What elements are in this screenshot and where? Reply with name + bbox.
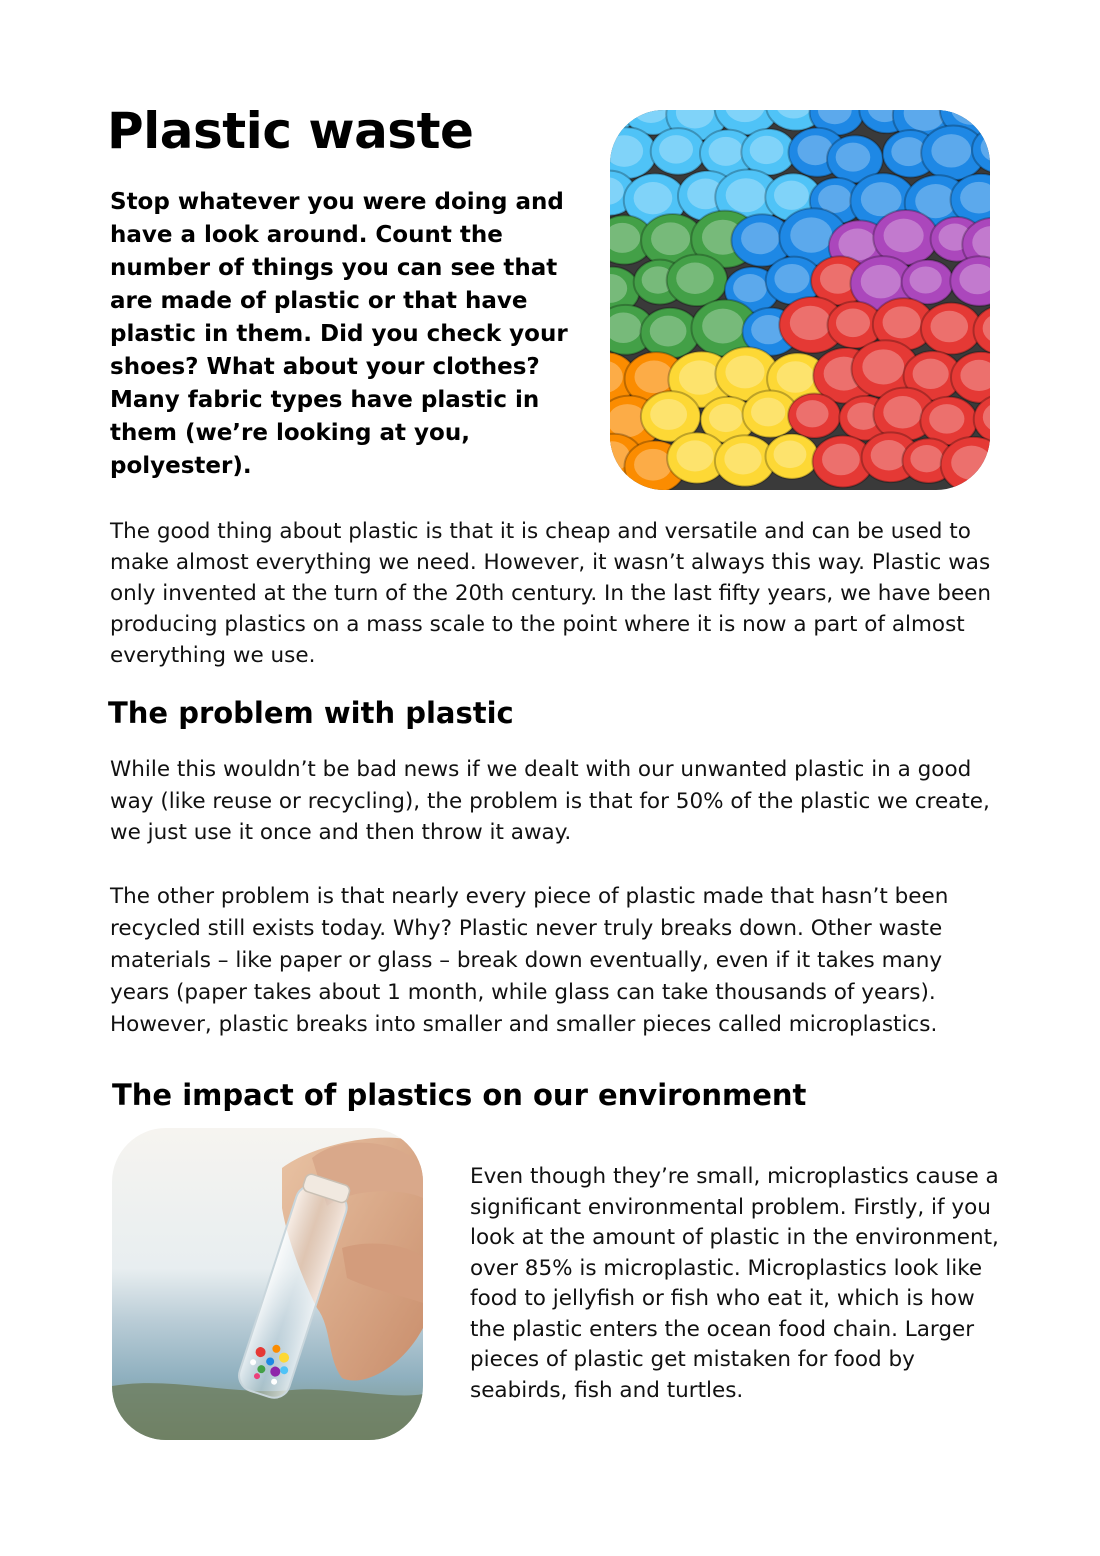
bottle-cap xyxy=(667,254,728,306)
problem-paragraph-2: The other problem is that nearly every piece of plastic made that hasn’t been recycled still exists today. Why? Plastic never truly breaks down. Other waste materials – like paper or glass – break down eventually, even if it takes many years (paper takes about 1 month, while glass can take thousands of years). However, plastic breaks into smaller and smaller pieces called microplastics. xyxy=(110,884,949,1037)
bottle-cap xyxy=(765,434,818,479)
intro-paragraph: The good thing about plastic is that it is cheap and versatile and can be used to make almost everything we need. However, it wasn’t always this way. Plastic was only invented at the turn of the 20th century. In the last fifty years, we have been producing plastics on a mass scale to the point where it is now a part of almost everything we use. xyxy=(110,519,992,668)
impact-paragraph: Even though they’re small, microplastics cause a significant environmental problem. Firstly, if you look at the amount of plastic in the environment, over 85% is microplastic. Microplastics look like food to jellyfish or fish who eat it, which is how the plastic enters the ocean food chain. Larger pieces of plastic get mistaken for food by seabirds, fish and turtles. xyxy=(470,1164,999,1403)
bottle-caps-illustration xyxy=(610,110,990,490)
intro-text: Stop whatever you were doing and have a look around. Count the number of things you can see that are made of plastic or that have plastic in them. Did you check your shoes? What about your clothes? Many fabric types have plastic in them (we’re looking at you, polyester). xyxy=(110,189,568,479)
bottle-cap xyxy=(640,308,699,358)
microplastic-vial-photo xyxy=(112,1128,423,1440)
microplastic-vial-illustration xyxy=(112,1128,423,1440)
problem-paragraph-1: While this wouldn’t be bad news if we dealt with our unwanted plastic in a good way (like reuse or recycling), the problem is that for 50% of the plastic we create, we just use it once and then throw it away. xyxy=(110,757,990,845)
bottle-caps-photo xyxy=(610,110,990,490)
bottle-cap xyxy=(921,303,982,355)
page-title: Plastic waste xyxy=(107,102,474,160)
heading-problem-with-plastic: The problem with plastic xyxy=(108,696,514,730)
bottle-cap xyxy=(651,128,706,175)
bottle-cap xyxy=(902,260,954,304)
bottle-cap xyxy=(788,394,840,438)
heading-impact-of-plastics: The impact of plastics on our environment xyxy=(112,1078,807,1112)
